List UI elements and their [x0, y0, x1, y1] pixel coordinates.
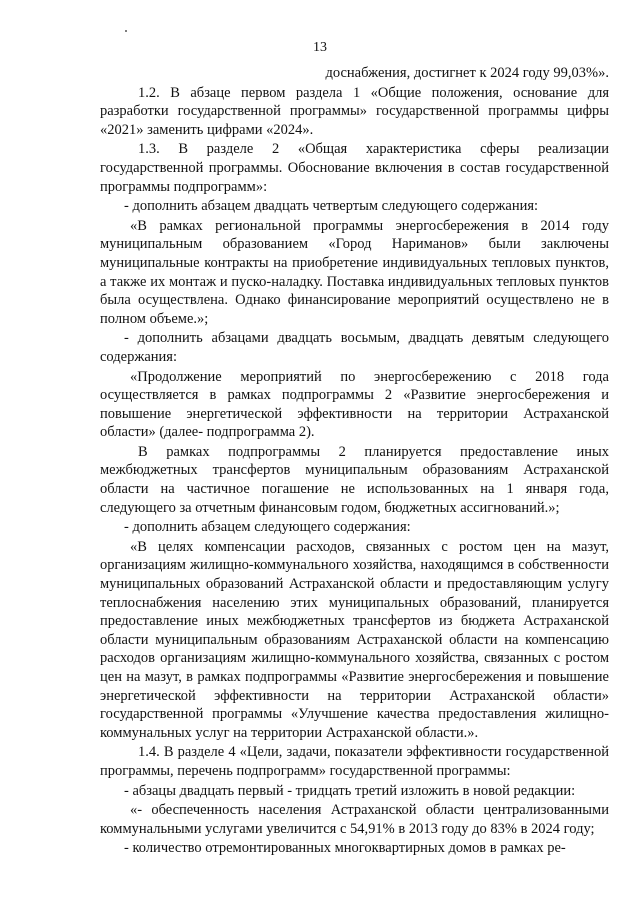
paragraph-subprogram-2-transfers: В рамках подпрограммы 2 планируется предоставление иных межбюджетных трансфертов муниципальным образованиям Астраханской области на частичное погашение не использованных на 1 января года, следующего за отчетным финансовым годом, бюджетных ассигнований.»;	[100, 443, 609, 516]
quote-regional-program: «В рамках региональной программы энергосбережения в 2014 году муниципальным образованием «Город Нариманов» были заключены муниципальные контракты на приобретение индивидуальных тепловых пунктов, а также их монтаж и пуско-наладку. Поставка индивидуальных тепловых пунктов была осуществлена. Однако финансирование мероприятий осуществлено не в полном объеме.»;	[100, 217, 609, 327]
paragraph-continuation: доснабжения, достигнет к 2024 году 99,03%».	[325, 65, 609, 81]
list-item-add-paragraphs-28-29: - дополнить абзацами двадцать восьмым, двадцать девятым следующего содержания:	[100, 330, 609, 365]
scan-speck	[125, 30, 127, 32]
paragraph-1-4: 1.4. В разделе 4 «Цели, задачи, показатели эффективности государственной программы, перечень подпрограмм» государственной программы:	[100, 744, 609, 779]
quote-utility-coverage: «- обеспеченность населения Астраханской области централизованными коммунальными услугами увеличится с 54,91% в 2013 году до 83% в 2024 году;	[100, 802, 609, 837]
page-number: 13	[313, 40, 327, 55]
list-item-repaired-buildings: - количество отремонтированных многоквартирных домов в рамках ре-	[124, 840, 566, 857]
quote-energy-saving-continuation: «Продолжение мероприятий по энергосбережению с 2018 года осуществляется в рамках подпрограммы 2 «Развитие энергосбережения и повышение энергетической эффективности на территории Астраханской области» (далее- подпрограмма 2).	[100, 368, 609, 441]
list-item-new-edition: - абзацы двадцать первый - тридцать третий изложить в новой редакции:	[124, 782, 576, 799]
quote-fuel-oil-compensation: «В целях компенсации расходов, связанных с ростом цен на мазут, организациям жилищно-коммунального хозяйства, находящимся в собственности муниципальных образований Астраханской области и предоставляющим услугу теплоснабжения населению этих муниципальных образований, планируется предоставление иных межбюджетных трансфертов из бюджета Астраханской области муниципальным образованиям Астраханской области на компенсацию расходов организациям жилищно-коммунального хозяйства, связанных с ростом цен на мазут, в рамках подпрограммы «Развитие энергосбережения и повышение энергетической эффективности на территории Астраханской области» государственной программы «Улучшение качества предоставления жилищно-коммунальных услуг на территории Астраханской области.».	[100, 538, 609, 741]
paragraph-1-3: 1.3. В разделе 2 «Общая характеристика сферы реализации государственной программы. Обоснование включения в состав государственной программы подпрограмм»:	[100, 141, 609, 195]
paragraph-1-2: 1.2. В абзаце первом раздела 1 «Общие положения, основание для разработки государственной программы» государственной программы цифры «2021» заменить цифрами «2024».	[100, 84, 609, 138]
list-item-add-paragraph: - дополнить абзацем следующего содержания:	[124, 519, 411, 536]
document-body	[100, 64, 609, 859]
list-item-add-paragraph-24: - дополнить абзацем двадцать четвертым следующего содержания:	[124, 198, 539, 215]
